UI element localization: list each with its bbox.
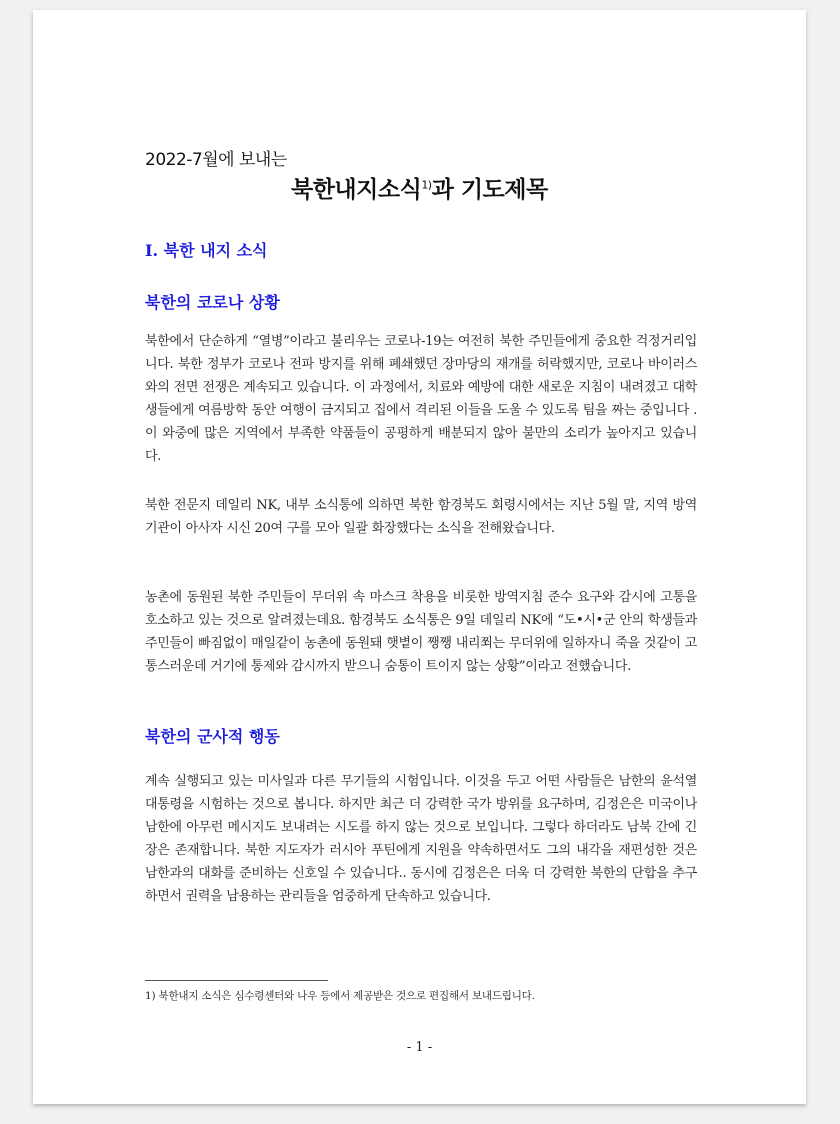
footnote-divider [145, 980, 328, 981]
paragraph-covid-2: 북한 전문지 데일리 NK, 내부 소식통에 의하면 북한 함경북도 회령시에서는 지난 5월 말, 지역 방역기관이 아사자 시신 20여 구를 모아 일괄 화장했다는 소식을 전해왔습니다. [145, 498, 697, 536]
subsection-title-military: 북한의 군사적 행동 [145, 727, 280, 746]
subsection-title-covid: 북한의 코로나 상황 [145, 293, 280, 312]
page-number: - 1 - [406, 1040, 433, 1055]
footnote-ref[interactable]: 1) [421, 178, 432, 192]
document-title-suffix: 과 기도제목 [431, 177, 548, 203]
paragraph-covid-1: 북한에서 단순하게 “열병”이라고 불리우는 코로나-19는 여전히 북한 주민들에게 중요한 걱정거리입니다. 북한 정부가 코로나 전파 방지를 위해 폐쇄했던 장마당의 재개를 허락했지만, 코로나 바이러스와의 전면 전쟁은 계속되고 있습니다. 이 과정에서, 치료와 예방에 대한 새로운 지침이 내려졌고 대학생들에게 여름방학 동안 여행이 금지되고 집에서 격리된 이들을 도울 수 있도록 팀을 짜는 중입니다 . 이 와중에 많은 지역에서 부족한 약품들이 공평하게 배분되지 않아 불만의 소리가 높아지고 있습니다. [145, 334, 697, 464]
document-page [33, 10, 806, 1104]
paragraph-covid-3: 농촌에 동원된 북한 주민들이 무더위 속 마스크 착용을 비롯한 방역지침 준수 요구와 감시에 고통을 호소하고 있는 것으로 알려졌는데요. 함경북도 소식통은 9일 데일리 NK에 “도•시•군 안의 학생들과 주민들이 빠짐없이 매일같이 농촌에 동원돼 햇볕이 쨍쨍 내리쬐는 무더위에 일하자니 죽을 것같이 고통스러운데 거기에 통제와 감시까지 받으니 숨통이 트이지 않는 상황”이라고 전했습니다. [145, 590, 697, 674]
footnote: 1) 북한내지 소식은 심수령센터와 나우 등에서 제공받은 것으로 편집해서 보내드립니다. [145, 990, 535, 1002]
header-date-line: 2022-7월에 보내는 [145, 150, 287, 170]
section-title: Ⅰ. 북한 내지 소식 [145, 241, 268, 260]
paragraph-military-1: 계속 실행되고 있는 미사일과 다른 무기들의 시험입니다. 이것을 두고 어떤 사람들은 남한의 윤석열 대통령을 시험하는 것으로 봅니다. 하지만 최근 더 강력한 국가 방위를 요구하며, 김정은은 미국이나 남한에 아무런 메시지도 보내려는 시도를 하지 않는 것으로 보입니다. 그렇다 하더라도 남북 간에 긴장은 존재합니다. 북한 지도자가 러시아 푸틴에게 지원을 약속하면서도 그의 내각을 재편성한 것은 남한과의 대화를 준비하는 신호일 수 있습니다.. 동시에 김정은은 더욱 더 강력한 북한의 단합을 추구하면서 권력을 남용하는 관리들을 엄중하게 단속하고 있습니다. [145, 774, 697, 904]
document-title-main: 북한내지소식 [291, 177, 422, 203]
document-title [291, 171, 548, 204]
